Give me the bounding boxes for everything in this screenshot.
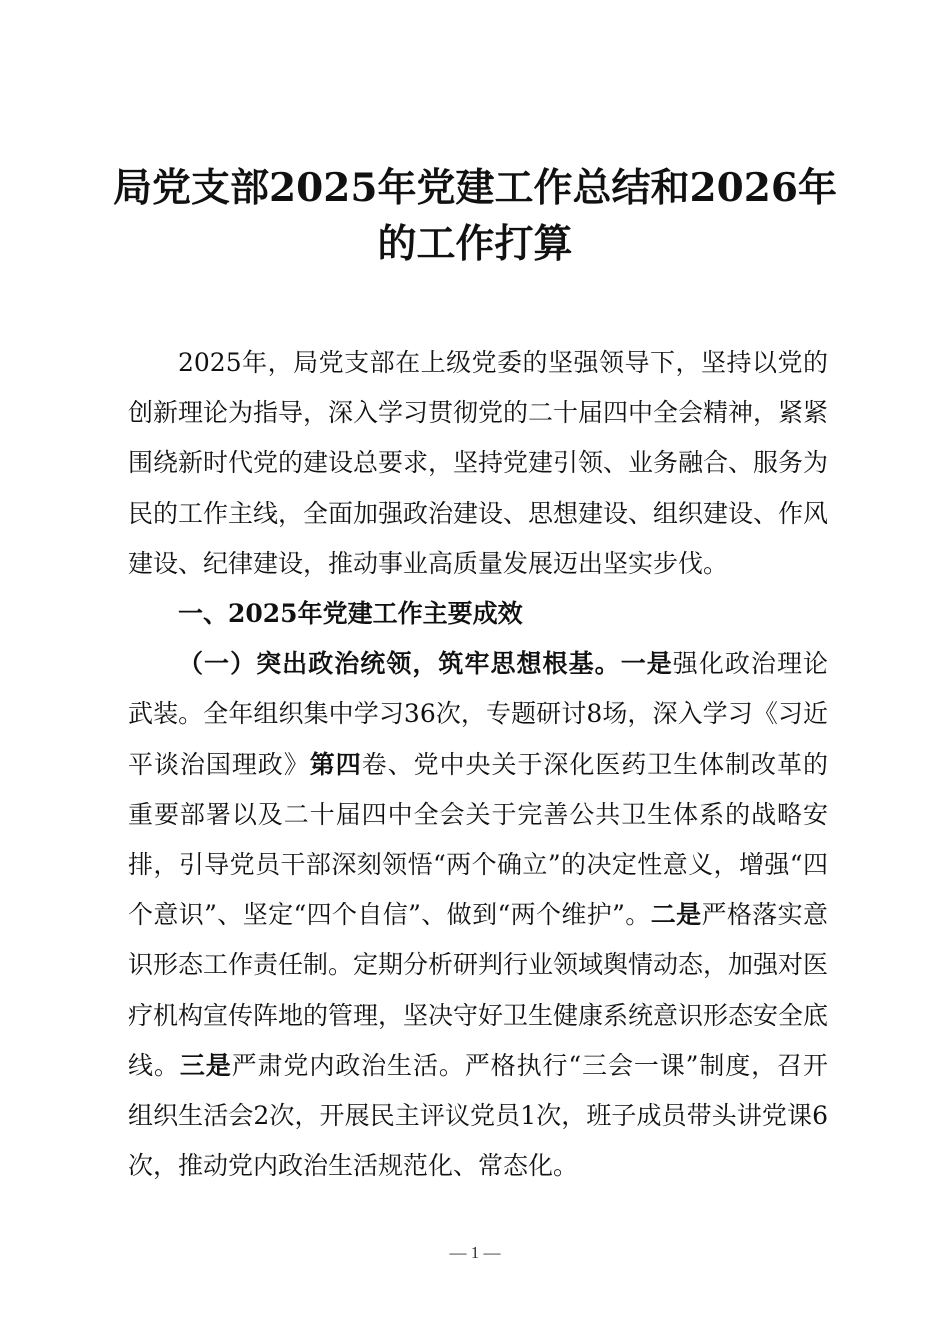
point-1-text-a: 强化政治理论武装。全年组织集中学习36次，专题研讨8场，深入学习《习近平谈治国理政》 (128, 649, 828, 779)
point-1-bold-mid: 第四 (309, 749, 362, 779)
point-3-text: 严肃党内政治生活。严格执行“三会一课”制度，召开组织生活会2次，开展民主评议党员1次，班子成员带头讲党课6次，推动党内政治生活规范化、常态化。 (128, 1050, 828, 1181)
point-1-lead: 一是 (620, 649, 673, 679)
subsection-heading: （一）突出政治统领，筑牢思想根基。 (178, 649, 621, 679)
document-title (100, 160, 850, 272)
section-paragraph (128, 639, 828, 1191)
title-line-2: 的工作打算 (377, 221, 573, 267)
point-1-text-b: 卷、党中央关于深化医药卫生体制改革的重要部署以及二十届四中全会关于完善公共卫生体系的战略安排，引导党员干部深刻领悟“两个确立”的决定性意义，增强“四个意识”、坚定“四个自信”、做到“两个维护”。 (128, 749, 828, 930)
point-2-text: 严格落实意识形态工作责任制。定期分析研判行业领域舆情动态，加强对医疗机构宣传阵地的管理，坚决守好卫生健康系统意识形态安全底线。 (128, 900, 829, 1080)
section-heading: 一、2025年党建工作主要成效 (178, 599, 523, 629)
document-body (128, 338, 828, 1191)
point-2-lead: 二是 (650, 900, 702, 930)
page-number: — 1 — (449, 1243, 501, 1262)
point-3-lead: 三是 (179, 1050, 232, 1080)
intro-paragraph: 2025年，局党支部在上级党委的坚强领导下，坚持以党的创新理论为指导，深入学习贯彻党的二十届四中全会精神，紧紧围绕新时代党的建设总要求，坚持党建引领、业务融合、服务为民的工作主线，全面加强政治建设、思想建设、组织建设、作风建设、纪律建设，推动事业高质量发展迈出坚实步伐。 (128, 348, 829, 578)
title-line-1: 局党支部2025年党建工作总结和2026年 (112, 165, 838, 211)
